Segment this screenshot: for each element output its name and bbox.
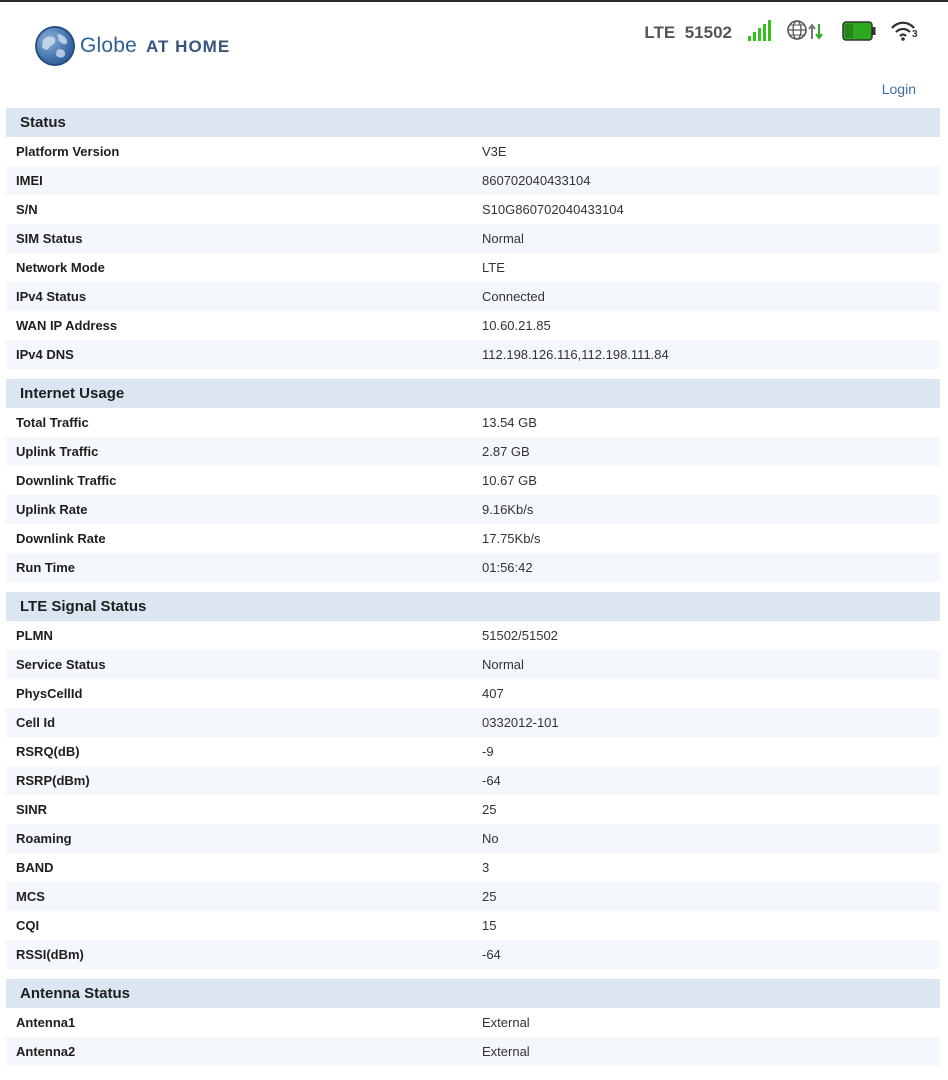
info-row	[6, 650, 940, 679]
row-value: Normal	[482, 231, 524, 246]
row-label: RSRQ(dB)	[16, 744, 80, 759]
info-row	[6, 853, 940, 882]
row-value: -64	[482, 773, 501, 788]
row-label: Run Time	[16, 560, 75, 575]
section-rows	[6, 408, 940, 582]
section-header: Internet Usage	[6, 379, 940, 408]
info-row	[6, 137, 940, 166]
info-row	[6, 495, 940, 524]
row-label: Service Status	[16, 657, 106, 672]
row-value: 2.87 GB	[482, 444, 530, 459]
header	[0, 2, 948, 77]
row-label: RSRP(dBm)	[16, 773, 90, 788]
row-label: IMEI	[16, 173, 43, 188]
section-header: Status	[6, 108, 940, 137]
section-lte-signal-status	[6, 592, 940, 969]
login-link[interactable]: Login	[881, 81, 916, 97]
section-status	[6, 108, 940, 369]
row-label: S/N	[16, 202, 38, 217]
info-row	[6, 766, 940, 795]
signal-icon	[748, 20, 772, 47]
row-label: IPv4 Status	[16, 289, 87, 304]
row-value: 17.75Kb/s	[482, 531, 541, 546]
row-value: 13.54 GB	[482, 415, 537, 430]
row-value: External	[482, 1015, 530, 1030]
login-bar	[0, 77, 948, 107]
wifi-icon	[890, 19, 918, 48]
row-value: 860702040433104	[482, 173, 591, 188]
info-row	[6, 911, 940, 940]
info-row	[6, 195, 940, 224]
row-value: 25	[482, 889, 497, 904]
row-label: Network Mode	[16, 260, 105, 275]
battery-icon	[842, 20, 876, 47]
row-value: 01:56:42	[482, 560, 533, 575]
section-gap	[6, 582, 940, 592]
section-rows	[6, 137, 940, 369]
info-row	[6, 408, 940, 437]
row-label: Downlink Rate	[16, 531, 106, 546]
info-row	[6, 253, 940, 282]
info-row	[6, 824, 940, 853]
info-row	[6, 340, 940, 369]
row-label: BAND	[16, 860, 54, 875]
globe-data-icon	[786, 19, 828, 48]
row-value: 51502/51502	[482, 628, 558, 643]
info-row	[6, 708, 940, 737]
row-value: 3	[482, 860, 490, 875]
row-value: 10.60.21.85	[482, 318, 551, 333]
row-value: LTE	[482, 260, 505, 275]
network-indicator	[644, 23, 732, 43]
info-row	[6, 166, 940, 195]
row-label: Antenna2	[16, 1044, 76, 1059]
row-value: -9	[482, 744, 494, 759]
operator-code: 51502	[684, 23, 732, 42]
info-row	[6, 437, 940, 466]
row-label: SIM Status	[16, 231, 83, 246]
info-row	[6, 1008, 940, 1037]
row-value: 25	[482, 802, 497, 817]
row-label: Antenna1	[16, 1015, 76, 1030]
info-row	[6, 311, 940, 340]
section-antenna-status	[6, 979, 940, 1066]
section-rows	[6, 1008, 940, 1066]
info-row	[6, 1037, 940, 1066]
row-value: 9.16Kb/s	[482, 502, 534, 517]
row-value: 407	[482, 686, 504, 701]
section-header: LTE Signal Status	[6, 592, 940, 621]
row-value: V3E	[482, 144, 507, 159]
info-row	[6, 737, 940, 766]
section-gap	[6, 369, 940, 379]
section-gap	[6, 969, 940, 979]
wifi-client-count: 3	[912, 28, 918, 40]
globe-logo-icon	[35, 26, 75, 66]
brand-name: Globe AT HOME	[80, 34, 231, 57]
row-label: RSSI(dBm)	[16, 947, 84, 962]
row-label: CQI	[16, 918, 40, 933]
info-row	[6, 224, 940, 253]
row-label: PLMN	[16, 628, 53, 643]
section-rows	[6, 621, 940, 969]
row-value: 10.67 GB	[482, 473, 537, 488]
info-row	[6, 940, 940, 969]
row-label: Roaming	[16, 831, 72, 846]
network-type: LTE	[644, 23, 676, 42]
row-label: WAN IP Address	[16, 318, 118, 333]
globe-at-home-logo	[35, 26, 230, 66]
row-value: S10G860702040433104	[482, 202, 624, 217]
row-value: 0332012-101	[482, 715, 559, 730]
statusbar	[644, 20, 918, 46]
info-row	[6, 795, 940, 824]
brand-tagline: AT HOME	[146, 37, 231, 56]
row-label: Downlink Traffic	[16, 473, 117, 488]
info-row	[6, 466, 940, 495]
row-value: -64	[482, 947, 501, 962]
row-value: Normal	[482, 657, 524, 672]
row-value: 112.198.126.116,112.198.111.84	[482, 347, 669, 362]
row-value: External	[482, 1044, 530, 1059]
row-value: 15	[482, 918, 497, 933]
row-value: Connected	[482, 289, 545, 304]
section-header: Antenna Status	[6, 979, 940, 1008]
info-row	[6, 882, 940, 911]
info-row	[6, 679, 940, 708]
row-label: IPv4 DNS	[16, 347, 74, 362]
row-label: MCS	[16, 889, 45, 904]
status-content	[6, 108, 940, 1066]
section-internet-usage	[6, 379, 940, 582]
info-row	[6, 553, 940, 582]
row-label: SINR	[16, 802, 48, 817]
row-label: PhysCellId	[16, 686, 83, 701]
row-label: Total Traffic	[16, 415, 89, 430]
row-label: Uplink Rate	[16, 502, 88, 517]
info-row	[6, 282, 940, 311]
row-value: No	[482, 831, 499, 846]
row-label: Uplink Traffic	[16, 444, 99, 459]
row-label: Cell Id	[16, 715, 56, 730]
info-row	[6, 621, 940, 650]
info-row	[6, 524, 940, 553]
row-label: Platform Version	[16, 144, 120, 159]
